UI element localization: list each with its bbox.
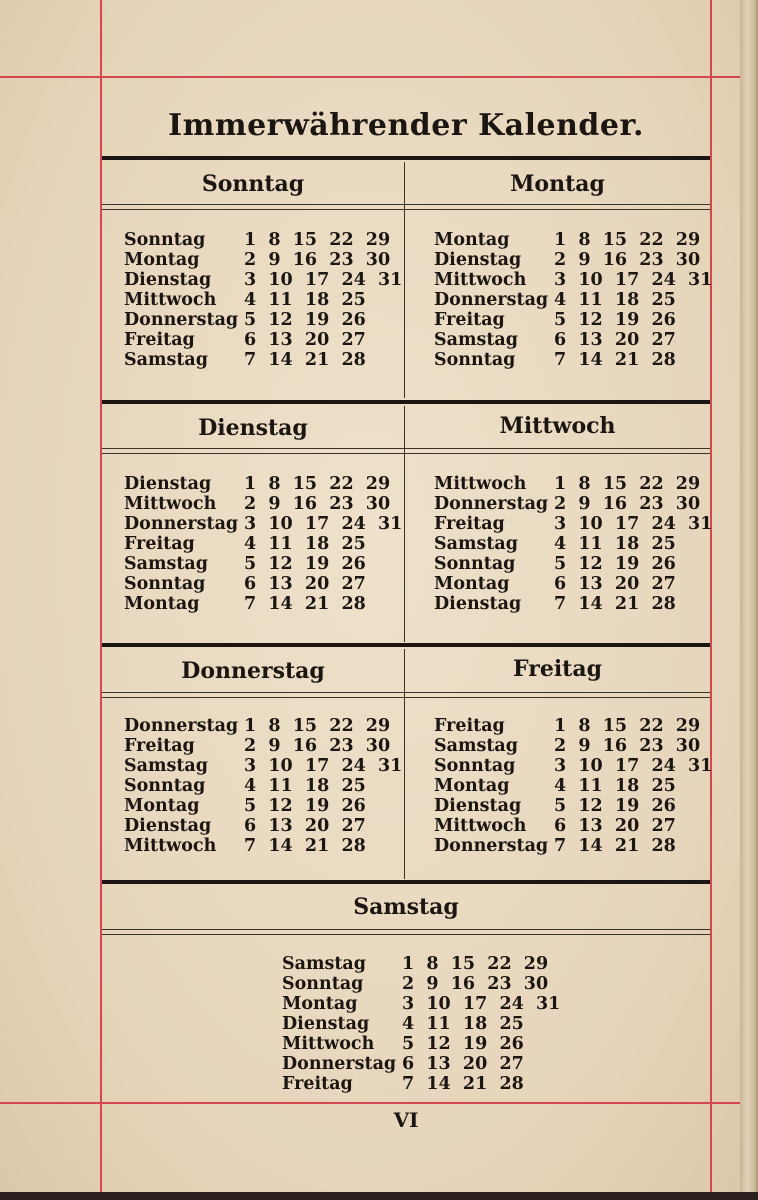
date-numbers: 6 13 20 27 (402, 1054, 524, 1074)
date-numbers: 7 14 21 28 (554, 350, 676, 370)
date-numbers: 1 8 15 22 29 (244, 230, 391, 250)
date-numbers: 1 8 15 22 29 (244, 716, 391, 736)
day-label: Freitag (124, 736, 195, 756)
list-item (434, 594, 712, 614)
date-numbers: 7 14 21 28 (554, 594, 676, 614)
list-item (434, 290, 712, 310)
section-heading: Mittwoch (499, 413, 616, 439)
date-numbers: 4 11 18 25 (244, 534, 366, 554)
date-numbers: 5 12 19 26 (244, 554, 366, 574)
list-item (282, 994, 560, 1014)
day-label: Dienstag (124, 816, 212, 836)
date-numbers: 3 10 17 24 31 (402, 994, 561, 1014)
day-label: Montag (124, 594, 200, 614)
section-rule (102, 209, 710, 210)
list-item (124, 776, 402, 796)
red-rule-bottom (0, 1102, 740, 1104)
date-numbers: 6 13 20 27 (244, 816, 366, 836)
date-numbers: 6 13 20 27 (244, 330, 366, 350)
list-item (434, 514, 712, 534)
day-label: Donnerstag (282, 1054, 397, 1074)
date-numbers: 2 9 16 23 30 (554, 250, 701, 270)
day-label: Mittwoch (124, 290, 217, 310)
date-numbers: 3 10 17 24 31 (244, 270, 403, 290)
column-divider (404, 162, 405, 398)
section-rule (102, 697, 710, 698)
column-divider (404, 649, 405, 879)
list-item (124, 474, 402, 494)
date-numbers: 7 14 21 28 (244, 350, 366, 370)
book-cover-strip (0, 1192, 758, 1200)
list-item (434, 796, 712, 816)
section-rule (102, 453, 710, 454)
date-numbers: 6 13 20 27 (554, 574, 676, 594)
section-rule (102, 204, 710, 205)
date-numbers: 3 10 17 24 31 (554, 514, 713, 534)
list-item (434, 554, 712, 574)
list-item (124, 534, 402, 554)
date-numbers: 1 8 15 22 29 (402, 954, 549, 974)
date-numbers: 6 13 20 27 (244, 574, 366, 594)
section-heading: Sonntag (201, 171, 305, 197)
day-label: Montag (434, 776, 510, 796)
date-numbers: 1 8 15 22 29 (554, 230, 701, 250)
list-item (434, 736, 712, 756)
list-item (124, 330, 402, 350)
date-numbers: 4 11 18 25 (554, 290, 676, 310)
list-item (124, 350, 402, 370)
list-item (124, 250, 402, 270)
day-label: Samstag (434, 330, 519, 350)
list-item (434, 776, 712, 796)
day-label: Montag (124, 796, 200, 816)
date-numbers: 4 11 18 25 (554, 534, 676, 554)
day-label: Freitag (124, 330, 195, 350)
section-heading: Donnerstag (181, 658, 325, 684)
date-numbers: 2 9 16 23 30 (244, 250, 391, 270)
page-title: Immerwährender Kalender. (168, 108, 644, 143)
page-number: VI (393, 1108, 419, 1132)
day-label: Sonntag (434, 554, 516, 574)
list-item (124, 594, 402, 614)
list-item (434, 474, 712, 494)
date-numbers: 3 10 17 24 31 (244, 514, 403, 534)
date-numbers: 7 14 21 28 (554, 836, 676, 856)
day-label: Mittwoch (434, 816, 527, 836)
list-item (434, 574, 712, 594)
day-label: Freitag (282, 1074, 353, 1094)
list-item (282, 1054, 560, 1074)
day-label: Sonntag (124, 776, 206, 796)
date-numbers: 5 12 19 26 (244, 796, 366, 816)
date-numbers: 5 12 19 26 (402, 1034, 524, 1054)
day-label: Montag (124, 250, 200, 270)
day-label: Sonntag (282, 974, 364, 994)
list-item (282, 1014, 560, 1034)
list-item (124, 514, 402, 534)
date-numbers: 3 10 17 24 31 (244, 756, 403, 776)
day-label: Samstag (434, 534, 519, 554)
day-list (434, 716, 712, 856)
list-item (124, 716, 402, 736)
list-item (434, 716, 712, 736)
section-rule (102, 929, 710, 930)
day-list (434, 230, 712, 370)
section-heading: Samstag (353, 894, 459, 920)
date-numbers: 3 10 17 24 31 (554, 756, 713, 776)
red-rule-top (0, 76, 740, 78)
list-item (124, 270, 402, 290)
list-item (124, 836, 402, 856)
day-label: Dienstag (124, 270, 212, 290)
day-label: Freitag (434, 310, 505, 330)
section-rule (102, 880, 710, 884)
section-rule (102, 448, 710, 449)
day-label: Dienstag (434, 594, 522, 614)
day-label: Samstag (282, 954, 367, 974)
list-item (434, 756, 712, 776)
day-label: Donnerstag (434, 836, 549, 856)
day-label: Samstag (124, 554, 209, 574)
day-label: Donnerstag (434, 290, 549, 310)
day-label: Montag (282, 994, 358, 1014)
day-label: Sonntag (434, 756, 516, 776)
column-divider (404, 406, 405, 642)
day-label: Sonntag (434, 350, 516, 370)
list-item (282, 974, 560, 994)
list-item (124, 574, 402, 594)
day-label: Dienstag (434, 796, 522, 816)
day-label: Mittwoch (434, 270, 527, 290)
section-heading: Montag (510, 171, 605, 197)
date-numbers: 2 9 16 23 30 (244, 494, 391, 514)
day-label: Mittwoch (124, 836, 217, 856)
date-numbers: 7 14 21 28 (244, 594, 366, 614)
section-rule (102, 692, 710, 693)
date-numbers: 6 13 20 27 (554, 330, 676, 350)
day-label: Sonntag (124, 230, 206, 250)
day-label: Freitag (434, 514, 505, 534)
day-label: Dienstag (124, 474, 212, 494)
day-list (282, 954, 560, 1094)
day-label: Freitag (434, 716, 505, 736)
list-item (124, 494, 402, 514)
date-numbers: 7 14 21 28 (402, 1074, 524, 1094)
day-list (434, 474, 712, 614)
day-label: Dienstag (282, 1014, 370, 1034)
list-item (124, 756, 402, 776)
day-list (124, 230, 402, 370)
list-item (434, 270, 712, 290)
day-label: Montag (434, 574, 510, 594)
day-label: Montag (434, 230, 510, 250)
date-numbers: 4 11 18 25 (402, 1014, 524, 1034)
section-heading: Freitag (513, 656, 602, 682)
list-item (434, 230, 712, 250)
day-label: Samstag (434, 736, 519, 756)
day-list (124, 474, 402, 614)
day-list (124, 716, 402, 856)
day-label: Mittwoch (282, 1034, 375, 1054)
day-label: Donnerstag (124, 514, 239, 534)
list-item (434, 534, 712, 554)
list-item (434, 350, 712, 370)
list-item (434, 330, 712, 350)
list-item (124, 290, 402, 310)
date-numbers: 7 14 21 28 (244, 836, 366, 856)
list-item (282, 954, 560, 974)
list-item (282, 1074, 560, 1094)
date-numbers: 4 11 18 25 (554, 776, 676, 796)
list-item (282, 1034, 560, 1054)
day-label: Dienstag (434, 250, 522, 270)
day-label: Donnerstag (124, 310, 239, 330)
day-label: Donnerstag (434, 494, 549, 514)
date-numbers: 4 11 18 25 (244, 290, 366, 310)
list-item (124, 230, 402, 250)
day-label: Samstag (124, 350, 209, 370)
date-numbers: 2 9 16 23 30 (554, 494, 701, 514)
day-label: Mittwoch (124, 494, 217, 514)
date-numbers: 4 11 18 25 (244, 776, 366, 796)
day-label: Sonntag (124, 574, 206, 594)
list-item (124, 554, 402, 574)
day-label: Mittwoch (434, 474, 527, 494)
date-numbers: 5 12 19 26 (554, 554, 676, 574)
list-item (434, 494, 712, 514)
date-numbers: 5 12 19 26 (244, 310, 366, 330)
date-numbers: 1 8 15 22 29 (554, 474, 701, 494)
section-rule (102, 156, 710, 160)
section-rule (102, 400, 710, 404)
section-heading: Dienstag (198, 415, 308, 441)
list-item (434, 310, 712, 330)
list-item (434, 816, 712, 836)
list-item (124, 310, 402, 330)
list-item (124, 816, 402, 836)
day-label: Freitag (124, 534, 195, 554)
date-numbers: 2 9 16 23 30 (554, 736, 701, 756)
date-numbers: 1 8 15 22 29 (554, 716, 701, 736)
list-item (434, 250, 712, 270)
page-edge (740, 0, 758, 1192)
date-numbers: 3 10 17 24 31 (554, 270, 713, 290)
list-item (124, 736, 402, 756)
section-rule (102, 643, 710, 647)
list-item (124, 796, 402, 816)
date-numbers: 1 8 15 22 29 (244, 474, 391, 494)
date-numbers: 6 13 20 27 (554, 816, 676, 836)
list-item (434, 836, 712, 856)
date-numbers: 5 12 19 26 (554, 796, 676, 816)
section-rule (102, 934, 710, 935)
date-numbers: 2 9 16 23 30 (402, 974, 549, 994)
day-label: Samstag (124, 756, 209, 776)
date-numbers: 2 9 16 23 30 (244, 736, 391, 756)
day-label: Donnerstag (124, 716, 239, 736)
date-numbers: 5 12 19 26 (554, 310, 676, 330)
